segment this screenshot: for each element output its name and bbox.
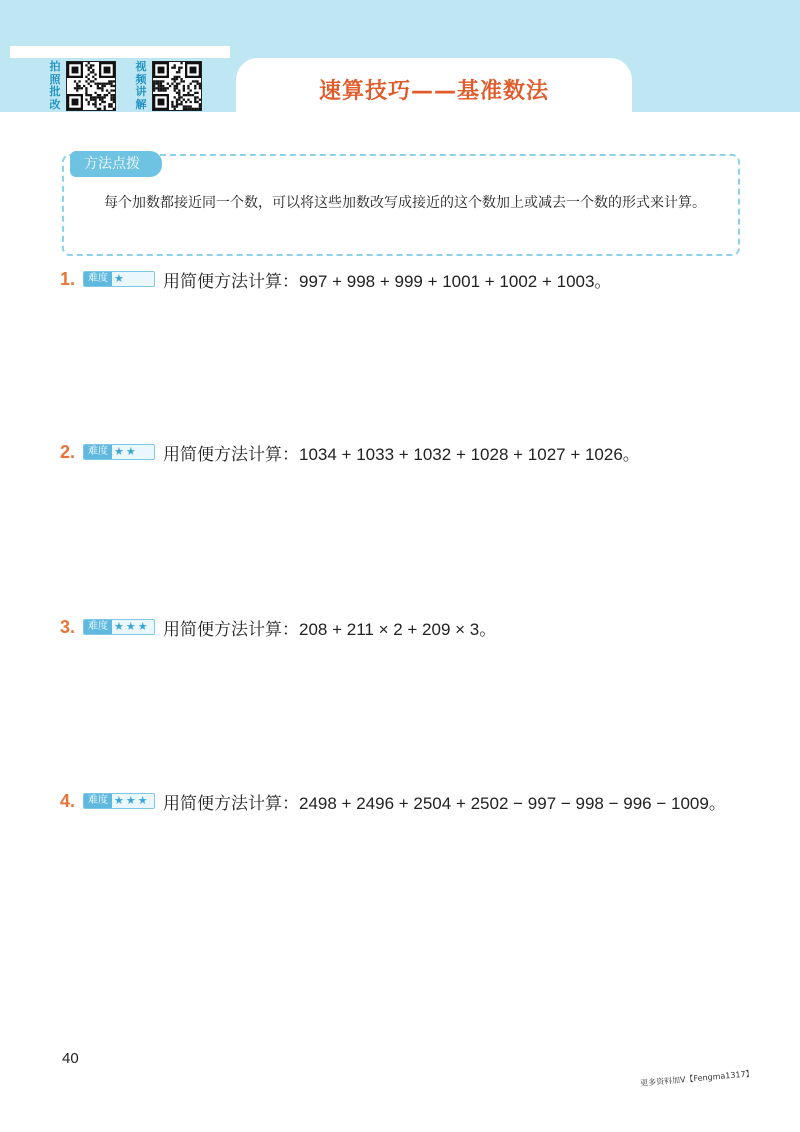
problem-text: 用简便方法计算：208 + 211 × 2 + 209 × 3。: [163, 619, 497, 639]
star-icon: ★: [125, 445, 136, 458]
difficulty-label: 难度: [84, 793, 112, 809]
star-icon: ★: [114, 620, 124, 633]
method-text: 每个加数都接近同一个数，可以将这些加数改写成接近的这个数加上或减去一个数的形式来计算。: [104, 195, 706, 211]
difficulty-badge: [83, 444, 155, 460]
star-icon: ★: [137, 794, 148, 807]
label-char: 照: [49, 72, 61, 86]
difficulty-label: 难度: [84, 619, 112, 635]
star-icon: ★: [114, 794, 124, 807]
page-number: 40: [62, 1050, 79, 1067]
problem-number: 4.: [60, 790, 76, 811]
photo-grading-group[interactable]: [48, 60, 116, 112]
problem-number: 3.: [60, 616, 76, 637]
label-char: 频: [135, 72, 147, 86]
problem-number: 1.: [60, 268, 76, 289]
watermark: 更多资料加V【Fengma1317】: [639, 1069, 754, 1088]
problem-3: [60, 612, 496, 642]
problem-text: 用简便方法计算：2498 + 2496 + 2504 + 2502 − 997 − 998 − 996 − 1009。: [163, 793, 726, 813]
video-lesson-group[interactable]: [134, 60, 202, 112]
problem-number: 2.: [60, 441, 76, 462]
difficulty-label: 难度: [84, 271, 112, 287]
difficulty-label: 难度: [84, 444, 112, 460]
photo-grading-label: [48, 61, 62, 111]
label-char: 讲: [135, 85, 147, 98]
difficulty-badge: [83, 793, 155, 809]
difficulty-badge: [83, 619, 155, 635]
problem-2: [60, 437, 640, 467]
star-icon: ★: [137, 620, 148, 633]
label-char: 批: [49, 85, 61, 98]
qr-code-icon[interactable]: [152, 61, 202, 111]
video-lesson-label: [134, 61, 148, 111]
page-title: 速算技巧——基准数法: [318, 79, 549, 104]
star-icon: ★: [114, 272, 124, 285]
label-char: 视: [135, 60, 147, 73]
star-icon: ★: [114, 445, 124, 458]
star-icon: ★: [125, 794, 136, 807]
problem-text: 用简便方法计算：997 + 998 + 999 + 1001 + 1002 + 1003。: [163, 271, 612, 291]
label-char: 改: [49, 97, 61, 111]
problem-4: [60, 786, 726, 816]
qr-code-icon[interactable]: [66, 61, 116, 111]
difficulty-badge: [83, 271, 155, 287]
label-char: 解: [135, 97, 147, 111]
header-strip: [10, 46, 230, 58]
star-icon: ★: [125, 620, 136, 633]
problem-text: 用简便方法计算：1034 + 1033 + 1032 + 1028 + 1027 + 1026。: [163, 444, 640, 464]
method-tag: 方法点拨: [70, 151, 162, 177]
problem-1: [60, 264, 611, 294]
label-char: 拍: [49, 60, 61, 73]
